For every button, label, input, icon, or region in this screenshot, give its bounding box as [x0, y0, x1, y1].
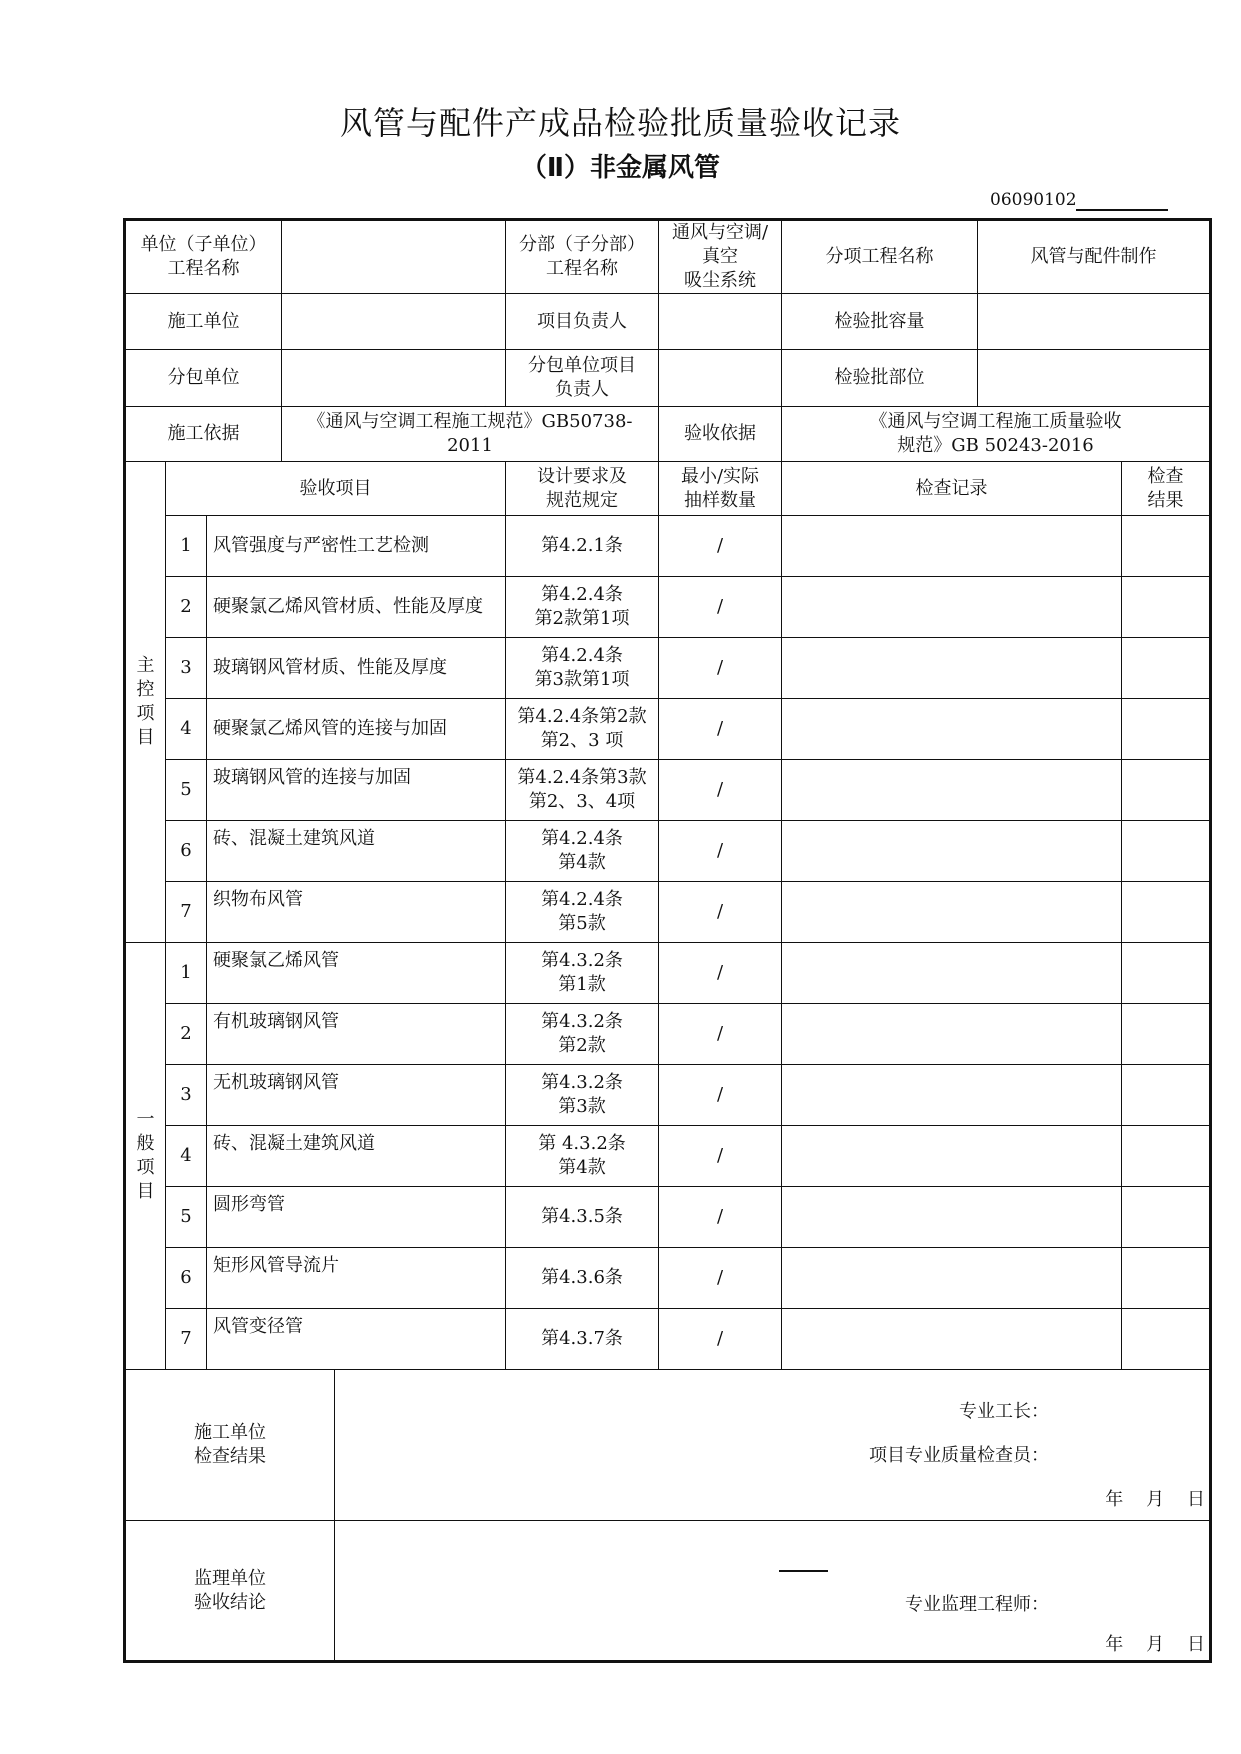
- supervision-area[interactable]: [335, 1521, 1211, 1662]
- item-record[interactable]: [782, 882, 1122, 943]
- table-row: [125, 1065, 1211, 1126]
- item-result[interactable]: [1122, 1126, 1211, 1187]
- table-row: [125, 516, 1211, 577]
- col-sample-header: 最小/实际 抽样数量: [659, 462, 782, 516]
- table-row: [125, 1126, 1211, 1187]
- supervision-signature-block: [335, 1521, 1209, 1660]
- col-result-header: 检查 结果: [1122, 462, 1211, 516]
- item-spec: 第4.3.7条: [506, 1309, 659, 1370]
- item-name: 矩形风管导流片: [207, 1248, 506, 1309]
- item-number: 2: [166, 1004, 207, 1065]
- item-spec: 第4.2.4条第3款 第2、3、4项: [506, 760, 659, 821]
- item-result[interactable]: [1122, 760, 1211, 821]
- item-number: 4: [166, 699, 207, 760]
- unit-label: 单位（子单位） 工程名称: [125, 220, 282, 294]
- item-sample: /: [659, 1065, 782, 1126]
- supervision-date: 年 月 日: [1105, 1634, 1206, 1655]
- item-spec: 第4.3.2条 第3款: [506, 1065, 659, 1126]
- form-code-underline: [1076, 209, 1168, 211]
- item-name: 风管强度与严密性工艺检测: [207, 516, 506, 577]
- item-sample: /: [659, 699, 782, 760]
- item-number: 6: [166, 821, 207, 882]
- item-spec: 第4.2.4条 第5款: [506, 882, 659, 943]
- item-spec: 第4.2.4条 第3款第1项: [506, 638, 659, 699]
- table-row: [125, 1248, 1211, 1309]
- item-record[interactable]: [782, 699, 1122, 760]
- signature-mark: [779, 1570, 828, 1572]
- construction-date: 年 月 日: [1105, 1489, 1206, 1510]
- item-sample: /: [659, 1004, 782, 1065]
- info-row-3: [125, 350, 1211, 407]
- item-sample: /: [659, 516, 782, 577]
- general-label: 一般项目: [125, 943, 166, 1370]
- item-number: 6: [166, 1248, 207, 1309]
- supervision-label: 监理单位 验收结论: [125, 1521, 335, 1662]
- info-row-4: [125, 407, 1211, 462]
- division-value: 通风与空调/真空 吸尘系统: [659, 220, 782, 294]
- col-item-header: 验收项目: [166, 462, 506, 516]
- item-record[interactable]: [782, 516, 1122, 577]
- item-spec: 第 4.3.2条 第4款: [506, 1126, 659, 1187]
- table-row: [125, 1004, 1211, 1065]
- item-sample: /: [659, 943, 782, 1004]
- info-row-2: [125, 294, 1211, 350]
- basis-value: 《通风与空调工程施工规范》GB50738- 2011: [282, 407, 659, 462]
- item-result[interactable]: [1122, 1004, 1211, 1065]
- item-sample: /: [659, 638, 782, 699]
- item-record[interactable]: [782, 760, 1122, 821]
- item-number: 7: [166, 882, 207, 943]
- main-control-label: 主控项目: [125, 462, 166, 943]
- item-result[interactable]: [1122, 1248, 1211, 1309]
- item-sample: /: [659, 1126, 782, 1187]
- item-spec: 第4.3.6条: [506, 1248, 659, 1309]
- item-number: 5: [166, 1187, 207, 1248]
- item-record[interactable]: [782, 1126, 1122, 1187]
- basis-label: 施工依据: [125, 407, 282, 462]
- construction-unit-value[interactable]: [282, 294, 506, 350]
- item-spec: 第4.3.5条: [506, 1187, 659, 1248]
- item-number: 4: [166, 1126, 207, 1187]
- item-number: 1: [166, 943, 207, 1004]
- batch-capacity-label: 检验批容量: [782, 294, 978, 350]
- item-sample: /: [659, 1248, 782, 1309]
- form-title: 风管与配件产成品检验批质量验收记录: [339, 104, 901, 142]
- form-code: 06090102: [990, 190, 1077, 210]
- item-number: 1: [166, 516, 207, 577]
- construction-signature-block: [335, 1370, 1209, 1520]
- subcontractor-manager-value[interactable]: [659, 350, 782, 407]
- item-name: 有机玻璃钢风管: [207, 1004, 506, 1065]
- table-row: [125, 821, 1211, 882]
- item-name: 织物布风管: [207, 882, 506, 943]
- acceptance-basis-value: 《通风与空调工程施工质量验收 规范》GB 50243-2016: [782, 407, 1211, 462]
- item-sample: /: [659, 1309, 782, 1370]
- info-row-1: [125, 220, 1211, 294]
- construction-check-label: 施工单位 检查结果: [125, 1370, 335, 1521]
- item-result[interactable]: [1122, 516, 1211, 577]
- table-row: [125, 882, 1211, 943]
- item-record[interactable]: [782, 1248, 1122, 1309]
- item-result[interactable]: [1122, 638, 1211, 699]
- subcontractor-label: 分包单位: [125, 350, 282, 407]
- project-manager-label: 项目负责人: [506, 294, 659, 350]
- construction-check-row: [125, 1370, 1211, 1521]
- acceptance-basis-label: 验收依据: [659, 407, 782, 462]
- item-result[interactable]: [1122, 699, 1211, 760]
- item-name: 无机玻璃钢风管: [207, 1065, 506, 1126]
- item-record[interactable]: [782, 1187, 1122, 1248]
- item-sample: /: [659, 821, 782, 882]
- item-record[interactable]: [782, 577, 1122, 638]
- item-name: 硬聚氯乙烯风管: [207, 943, 506, 1004]
- quality-inspector-label: 项目专业质量检查员：: [869, 1445, 1050, 1466]
- table-row: [125, 577, 1211, 638]
- unit-value[interactable]: [282, 220, 506, 294]
- item-record[interactable]: [782, 1309, 1122, 1370]
- table-row: [125, 699, 1211, 760]
- item-spec: 第4.2.4条 第4款: [506, 821, 659, 882]
- item-record[interactable]: [782, 1065, 1122, 1126]
- item-result[interactable]: [1122, 1187, 1211, 1248]
- subcontractor-value[interactable]: [282, 350, 506, 407]
- batch-location-label: 检验批部位: [782, 350, 978, 407]
- item-record[interactable]: [782, 943, 1122, 1004]
- item-sample: /: [659, 577, 782, 638]
- construction-check-area[interactable]: [335, 1370, 1211, 1521]
- item-spec: 第4.3.2条 第2款: [506, 1004, 659, 1065]
- form-subtitle: （Ⅱ）非金属风管: [520, 153, 721, 183]
- table-row: [125, 943, 1211, 1004]
- item-number: 3: [166, 1065, 207, 1126]
- item-name: 玻璃钢风管的连接与加固: [207, 760, 506, 821]
- item-result[interactable]: [1122, 821, 1211, 882]
- item-number: 7: [166, 1309, 207, 1370]
- item-name: 硬聚氯乙烯风管的连接与加固: [207, 699, 506, 760]
- subitem-label: 分项工程名称: [782, 220, 978, 294]
- column-header-row: [125, 462, 1211, 516]
- batch-location-value[interactable]: [978, 350, 1211, 407]
- table-row: [125, 1309, 1211, 1370]
- item-spec: 第4.2.1条: [506, 516, 659, 577]
- item-spec: 第4.2.4条第2款 第2、3 项: [506, 699, 659, 760]
- batch-capacity-value[interactable]: [978, 294, 1211, 350]
- col-record-header: 检查记录: [782, 462, 1122, 516]
- item-sample: /: [659, 1187, 782, 1248]
- item-result[interactable]: [1122, 882, 1211, 943]
- item-spec: 第4.2.4条 第2款第1项: [506, 577, 659, 638]
- project-manager-value[interactable]: [659, 294, 782, 350]
- item-result[interactable]: [1122, 1309, 1211, 1370]
- subcontractor-manager-label: 分包单位项目 负责人: [506, 350, 659, 407]
- table-row: [125, 1187, 1211, 1248]
- item-name: 玻璃钢风管材质、性能及厚度: [207, 638, 506, 699]
- item-record[interactable]: [782, 1004, 1122, 1065]
- inspection-record-table: [123, 218, 1212, 1663]
- item-name: 砖、混凝土建筑风道: [207, 821, 506, 882]
- item-result[interactable]: [1122, 1065, 1211, 1126]
- item-name: 风管变径管: [207, 1309, 506, 1370]
- item-name: 硬聚氯乙烯风管材质、性能及厚度: [207, 577, 506, 638]
- item-name: 圆形弯管: [207, 1187, 506, 1248]
- item-number: 3: [166, 638, 207, 699]
- foreman-label: 专业工长：: [959, 1401, 1050, 1422]
- item-name: 砖、混凝土建筑风道: [207, 1126, 506, 1187]
- table-row: [125, 638, 1211, 699]
- item-result[interactable]: [1122, 577, 1211, 638]
- item-spec: 第4.3.2条 第1款: [506, 943, 659, 1004]
- subitem-value: 风管与配件制作: [978, 220, 1211, 294]
- supervision-row: [125, 1521, 1211, 1662]
- item-record[interactable]: [782, 638, 1122, 699]
- item-number: 5: [166, 760, 207, 821]
- col-design-header: 设计要求及 规范规定: [506, 462, 659, 516]
- division-label: 分部（子分部） 工程名称: [506, 220, 659, 294]
- item-sample: /: [659, 882, 782, 943]
- item-number: 2: [166, 577, 207, 638]
- item-sample: /: [659, 760, 782, 821]
- table-row: [125, 760, 1211, 821]
- construction-unit-label: 施工单位: [125, 294, 282, 350]
- item-result[interactable]: [1122, 943, 1211, 1004]
- supervision-engineer-label: 专业监理工程师：: [905, 1594, 1050, 1615]
- item-record[interactable]: [782, 821, 1122, 882]
